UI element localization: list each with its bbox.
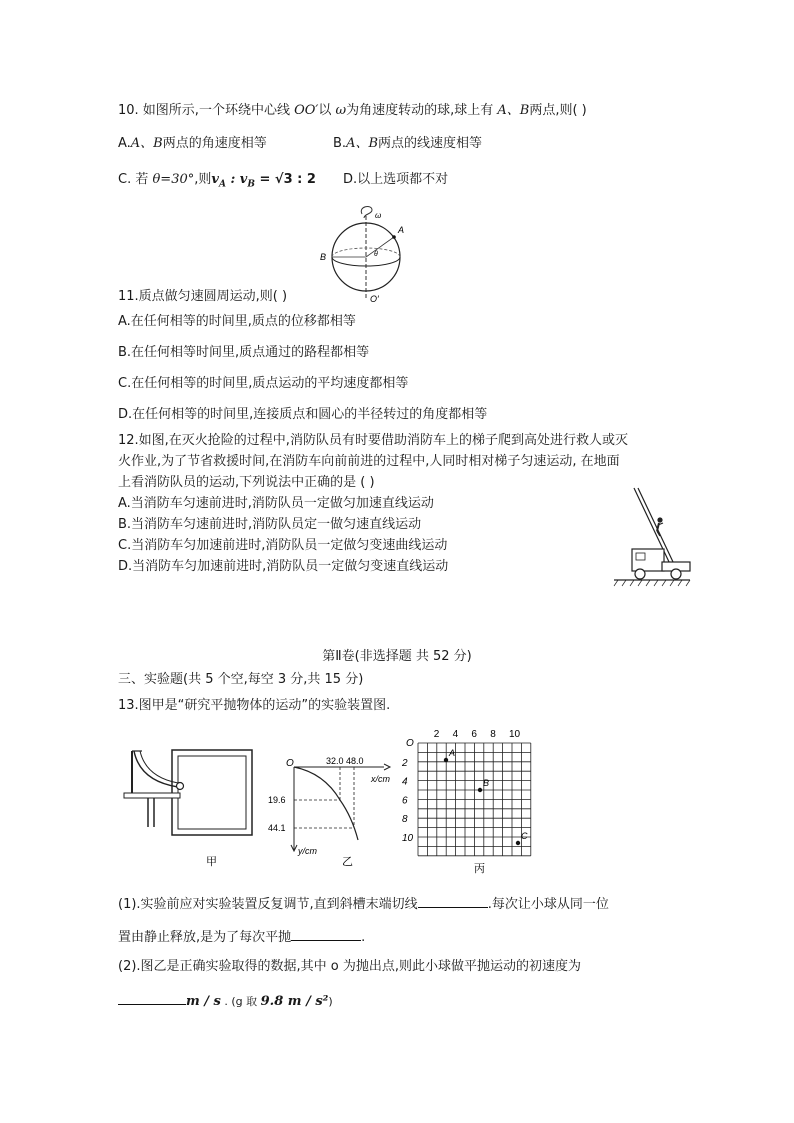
graph-yi-x-label: x/cm: [371, 774, 390, 784]
o-prime-label: O′: [370, 294, 379, 304]
q10-option-c: C. 若 θ=30°,则$v_A$ : $v_B = √3$ : 2: [118, 172, 316, 190]
q10-option-a: A.A、B两点的角速度相等: [118, 136, 267, 151]
graph-yi-y-tick-2: 44.1: [268, 823, 286, 833]
q12-option-c: C.当消防车匀加速前进时,消防队员一定做匀变速曲线运动: [118, 538, 448, 553]
table-top: [124, 793, 180, 798]
q10-stem: 10. 如图所示,一个环绕中心线 OO′以 ω为角速度转动的球,球上有 A、B两点,则( ): [118, 103, 587, 118]
q11-option-a: A.在任何相等的时间里,质点的位移都相等: [118, 314, 356, 329]
grid-x-tick: 2: [433, 729, 440, 740]
q10-option-b: B.A、B两点的线速度相等: [333, 136, 483, 151]
q13-sub2-line1: (2).图乙是正确实验取得的数据,其中 o 为抛出点,则此小球做平抛运动的初速度为: [118, 959, 582, 974]
grid-point-c: [516, 841, 520, 845]
rotation-arrow-icon: [361, 207, 372, 218]
grid-y-tick: 2: [402, 757, 408, 769]
label-bing: 丙: [474, 863, 485, 875]
trajectory-graph-yi: [268, 755, 404, 868]
sphere-figure: [318, 202, 418, 304]
point-b-label: B: [320, 252, 327, 262]
grid-point-c-label: C: [521, 831, 528, 841]
grid-x-tick: 8: [490, 729, 496, 740]
graph-yi-x-tick-1: 32.0: [326, 756, 344, 766]
grid-x-tick: 6: [471, 729, 477, 740]
radius-to-a: [366, 237, 394, 257]
graph-yi-x-tick-2: 48.0: [346, 756, 364, 766]
q10-option-d: D.以上选项都不对: [343, 172, 449, 187]
omega-label: ω: [375, 211, 382, 220]
grid-x-tick: 4: [452, 729, 459, 740]
q13-sub1-line1: (1).实验前应对实验装置反复调节,直到斜槽末端切线 .每次让小球从同一位: [118, 893, 609, 914]
section-2-title: 第Ⅱ卷(非选择题 共 52 分): [322, 649, 472, 664]
point-a-label: A: [398, 225, 405, 235]
q11-option-d: D.在任何相等的时间里,连接质点和圆心的半径转过的角度都相等: [118, 407, 488, 422]
x-axis-arrow-icon: [384, 764, 390, 770]
grid-lines: [418, 743, 531, 856]
fire-truck-figure: [612, 486, 692, 594]
q12-option-d: D.当消防车匀加速前进时,消防队员一定做匀变速直线运动: [118, 559, 449, 574]
graph-yi-y-label: y/cm: [298, 846, 317, 856]
label-jia: 甲: [206, 856, 217, 868]
trajectory-curve: [294, 767, 358, 840]
answer-blank-1[interactable]: [418, 893, 488, 908]
q11-option-b: B.在任何相等时间里,质点通过的路程都相等: [118, 345, 370, 360]
q12-stem-line2: 火作业,为了节省救援时间,在消防车向前前进的过程中,人同时相对梯子匀速运动, 在地面: [118, 454, 620, 469]
q12-stem-line3: 上看消防队员的运动,下列说法中正确的是 ( ): [118, 475, 375, 490]
q11-option-c: C.在任何相等的时间里,质点运动的平均速度都相等: [118, 376, 409, 391]
grid-y-tick: 8: [402, 814, 408, 826]
fire-truck-icon: [632, 549, 690, 579]
board-inner: [178, 756, 246, 829]
q13-stem: 13.图甲是“研究平抛物体的运动”的实验装置图.: [118, 698, 391, 713]
graph-yi-y-tick-1: 19.6: [268, 795, 286, 805]
grid-point-a: [444, 758, 448, 762]
grid-graph-bing: [398, 726, 550, 875]
point-a: [392, 235, 396, 239]
grid-y-tick: 6: [402, 795, 408, 807]
grid-point-b-label: B: [483, 778, 490, 788]
grid-y-tick: 10: [402, 833, 414, 844]
q12-stem-line1: 12.如图,在灭火抢险的过程中,消防队员有时要借助消防车上的梯子爬到高处进行救人或灭: [118, 433, 628, 448]
q13-sub2-line2: m / s . (g 取 9.8 m / s²): [118, 990, 333, 1011]
graph-bing-origin: O: [406, 738, 414, 749]
graph-yi-origin: O: [286, 758, 294, 769]
grid-x-tick: 10: [509, 729, 521, 740]
label-yi: 乙: [342, 856, 353, 868]
answer-blank-3[interactable]: [118, 990, 186, 1005]
q13-sub1-line2: 置由静止释放,是为了每次平抛 .: [118, 926, 365, 947]
ground-hatching: [614, 580, 690, 586]
grid-point-a-label: A: [449, 748, 456, 758]
theta-label: θ: [374, 251, 378, 258]
q12-option-b: B.当消防车匀速前进时,消防队员定一做匀速直线运动: [118, 517, 422, 532]
answer-blank-2[interactable]: [291, 926, 361, 941]
section-2-heading: 三、实验题(共 5 个空,每空 3 分,共 15 分): [118, 672, 364, 687]
q11-stem: 11.质点做匀速圆周运动,则( ): [118, 289, 288, 304]
apparatus-figure-jia: [122, 745, 262, 867]
board-outer: [172, 750, 252, 835]
q12-option-a: A.当消防车匀速前进时,消防队员一定做匀加速直线运动: [118, 496, 434, 511]
grid-x-ticks: [434, 729, 521, 740]
grid-point-b: [478, 788, 482, 792]
grid-y-tick: 4: [402, 776, 408, 788]
ball-icon: [177, 783, 184, 790]
grid-y-ticks: [401, 758, 414, 844]
